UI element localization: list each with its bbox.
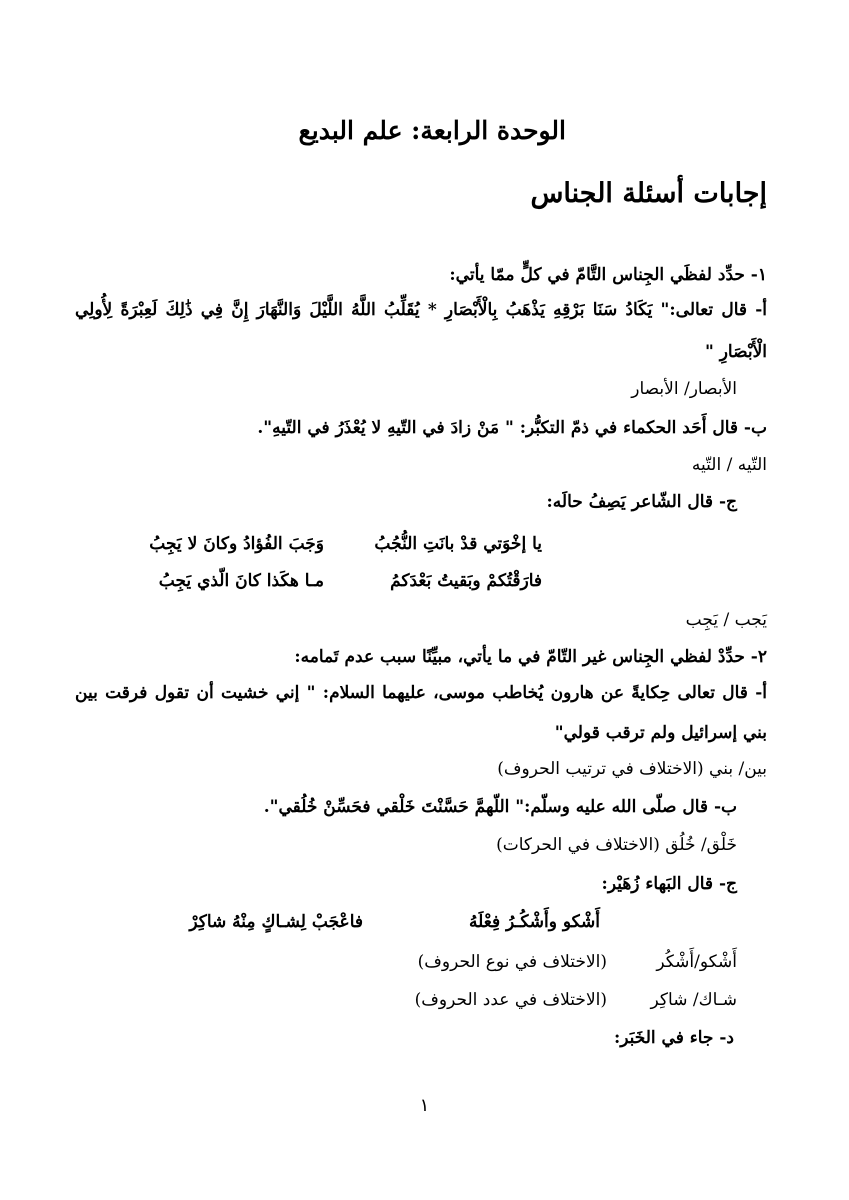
q2-a-answer: بين/ بني (الاختلاف في ترتيب الحروف) <box>497 759 767 779</box>
q1-a-answer: الأبصار/ الأبصار <box>631 379 737 399</box>
q1-c-verse2-left: مـا هكَذا كانَ الّذي يَجِبُ <box>158 571 324 591</box>
q2-a-line1: أ- قال تعالى حِكايةً عن هارون يُخاطب موسى، عليهما السلام: " إني خشيت أن تقول فرقت بين <box>75 683 767 703</box>
q2-d-text: د- جاء في الخَبَر: <box>613 1028 734 1048</box>
q1-c-text: ج- قال الشّاعر يَصِفُ حالَه: <box>546 492 737 512</box>
q1-prompt: ١- حدِّد لفظَي الجِناس التَّامّ في كلٍّ ممّا يأتي: <box>449 265 767 285</box>
q1-b-answer: التّيه / التّيه <box>691 455 767 475</box>
q1-c-verse1-right: يا إخْوَتي قدْ بانَتِ النُّجُبُ <box>374 534 542 554</box>
q2-prompt: ٢- حدِّدْ لفظي الجِناس غير التّامّ في ما يأتي، مبيِّنًا سبب عدم تَمامه: <box>294 647 767 667</box>
q2-c-answer1-reason: (الاختلاف في نوع الحروف) <box>417 952 607 972</box>
q1-c-answer: يَجب / يَجِب <box>685 610 767 630</box>
q1-b-text: ب- قال أَحَد الحكماء في ذمّ التكبُّر: " مَنْ زادَ في التّيهِ لا يُعْذَرُ في التّيهِ". <box>257 418 767 438</box>
q2-b-text: ب- قال صلّى الله عليه وسلّم:" اللّهمَّ حَسَّنْتَ خَلْقي فحَسِّنْ خُلُقي". <box>263 797 737 817</box>
q1-c-verse2-right: فارَقْتُكمْ وبَقيتُ بَعْدَكمُ <box>390 571 542 591</box>
q1-c-verse1-left: وَجَبَ الفُؤادُ وكانَ لا يَجِبُ <box>149 534 324 554</box>
q1-a-line1: أ- قال تعالى:" يَكَادُ سَنَا بَرْقِهِ يَذْهَبُ بِالْأَبْصَارِ * يُقَلِّبُ اللَّهُ اللَّيْلَ وَالنَّهَارَ إِنَّ فِي ذَٰلِكَ لَعِبْرَةً لِأُولِي <box>75 300 767 320</box>
q2-c-answer2-words: شـاك/ شاكِر <box>650 990 737 1010</box>
section-title: إجابات أسئلة الجناس <box>530 178 767 209</box>
page-number: ١ <box>419 1095 430 1116</box>
q2-c-verse-right: أَشْكو وأَشْكُـرُ فِعْلَهُ <box>469 912 600 932</box>
unit-title: الوحدة الرابعة: علم البديع <box>298 116 566 145</box>
q2-a-line2: بني إسرائيل ولم ترقب قولي" <box>554 723 767 743</box>
q2-c-text: ج- قال البَهاء زُهَيْر: <box>601 874 737 894</box>
q2-c-verse-left: فاعْجَبْ لِشـاكٍ مِنْهُ شاكِرْ <box>189 912 363 932</box>
q2-c-answer1-words: أَشْكو/أَشْكُر <box>656 952 737 972</box>
q1-a-line2: الْأَبْصَارِ " <box>704 342 767 362</box>
q2-c-answer2-reason: (الاختلاف في عدد الحروف) <box>414 990 607 1010</box>
q2-b-answer: خَلْق/ خُلُق (الاختلاف في الحركات) <box>496 835 737 855</box>
